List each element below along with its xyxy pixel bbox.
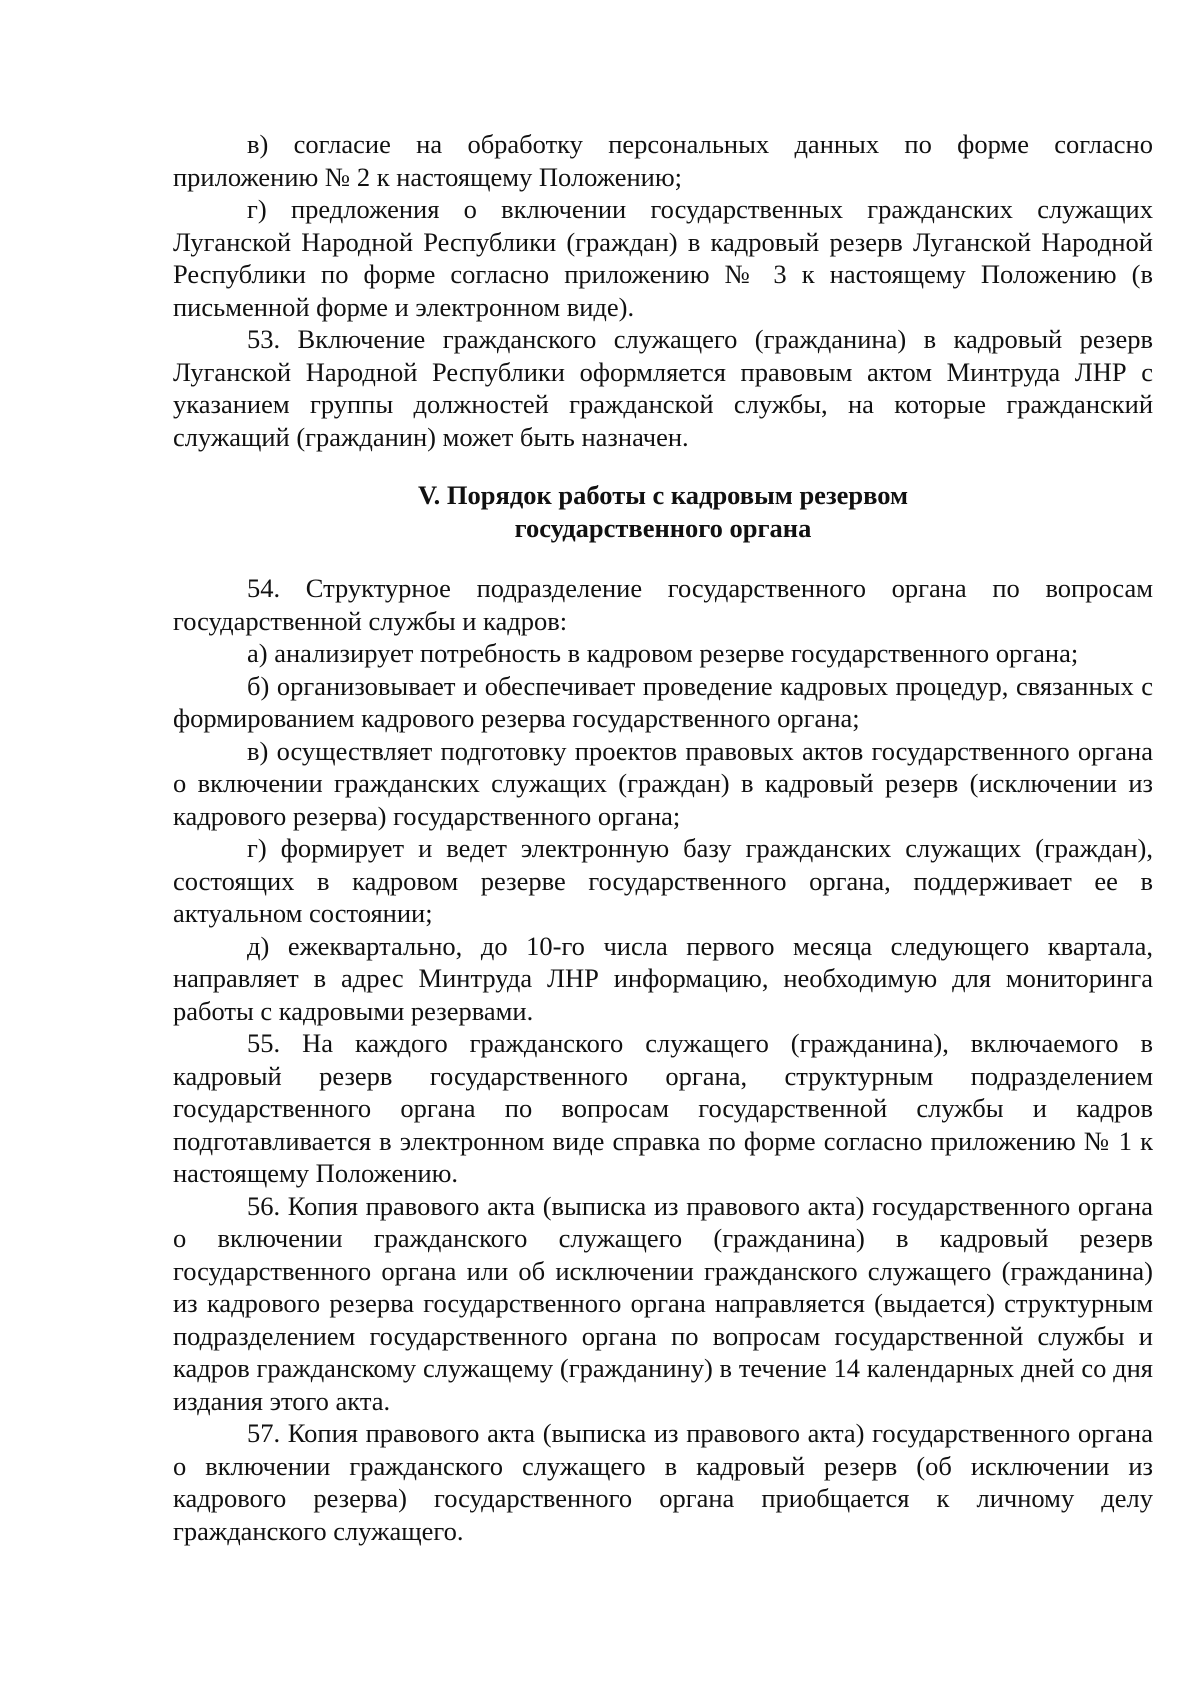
paragraph-56: 56. Копия правового акта (выписка из правового акта) государственного органа о включении гражданского служащего (гражданина) в кадровый резерв государственного органа или об исключении гражданского служащего (гражданина) из кадрового резерва государственного органа направляется (выдается) структурным подразделением государственного органа по вопросам государственной службы и кадров гражданскому служащему (гражданину) в течение 14 календарных дней со дня издания этого акта. — [173, 1190, 1153, 1416]
paragraph-52-v: в) согласие на обработку персональных данных по форме согласно приложению № 2 к настоящему Положению; — [173, 129, 1153, 192]
paragraph-55: 55. На каждого гражданского служащего (гражданина), включаемого в кадровый резерв государственного органа, структурным подразделением государственного органа по вопросам государственной службы и кадров подготавливается в электронном виде справка по форме согласно приложению № 1 к настоящему Положению. — [173, 1028, 1153, 1188]
paragraph-54-g: г) формирует и ведет электронную базу гражданских служащих (граждан), состоящих в кадровом резерве государственного органа, поддерживает ее в актуальном состоянии; — [173, 833, 1153, 928]
section-heading-line-2: государственного органа — [514, 513, 812, 543]
paragraph-54: 54. Структурное подразделение государственного органа по вопросам государственной службы и кадров: — [173, 573, 1153, 636]
paragraph-57: 57. Копия правового акта (выписка из правового акта) государственного органа о включении гражданского служащего в кадровый резерв (об исключении из кадрового резерва) государственного органа приобщается к личному делу гражданского служащего. — [173, 1418, 1153, 1546]
section-heading — [173, 479, 1153, 545]
paragraph-54-a: а) анализирует потребность в кадровом резерве государственного органа; — [247, 638, 1079, 668]
document-page — [173, 128, 1153, 1547]
paragraph-54-b: б) организовывает и обеспечивает проведение кадровых процедур, связанных с формированием кадрового резерва государственного органа; — [173, 670, 1153, 733]
paragraph-54-d: д) ежеквартально, до 10-го числа первого месяца следующего квартала, направляет в адрес Минтруда ЛНР информацию, необходимую для мониторинга работы с кадровыми резервами. — [173, 930, 1153, 1026]
paragraph-54-v: в) осуществляет подготовку проектов правовых актов государственного органа о включении гражданских служащих (граждан) в кадровый резерв (исключении из кадрового резерва) государственного органа; — [173, 735, 1153, 831]
paragraph-52-g: г) предложения о включении государственных гражданских служащих Луганской Народной Республики (граждан) в кадровый резерв Луганской Народной Республики по форме согласно приложению № 3 к настоящему Положению (в письменной форме и электронном виде). — [173, 194, 1153, 322]
paragraph-53: 53. Включение гражданского служащего (гражданина) в кадровый резерв Луганской Народной Республики оформляется правовым актом Минтруда ЛНР с указанием группы должностей гражданской службы, на которые гражданский служащий (гражданин) может быть назначен. — [173, 324, 1153, 452]
section-heading-line-1: V. Порядок работы с кадровым резервом — [417, 480, 909, 510]
